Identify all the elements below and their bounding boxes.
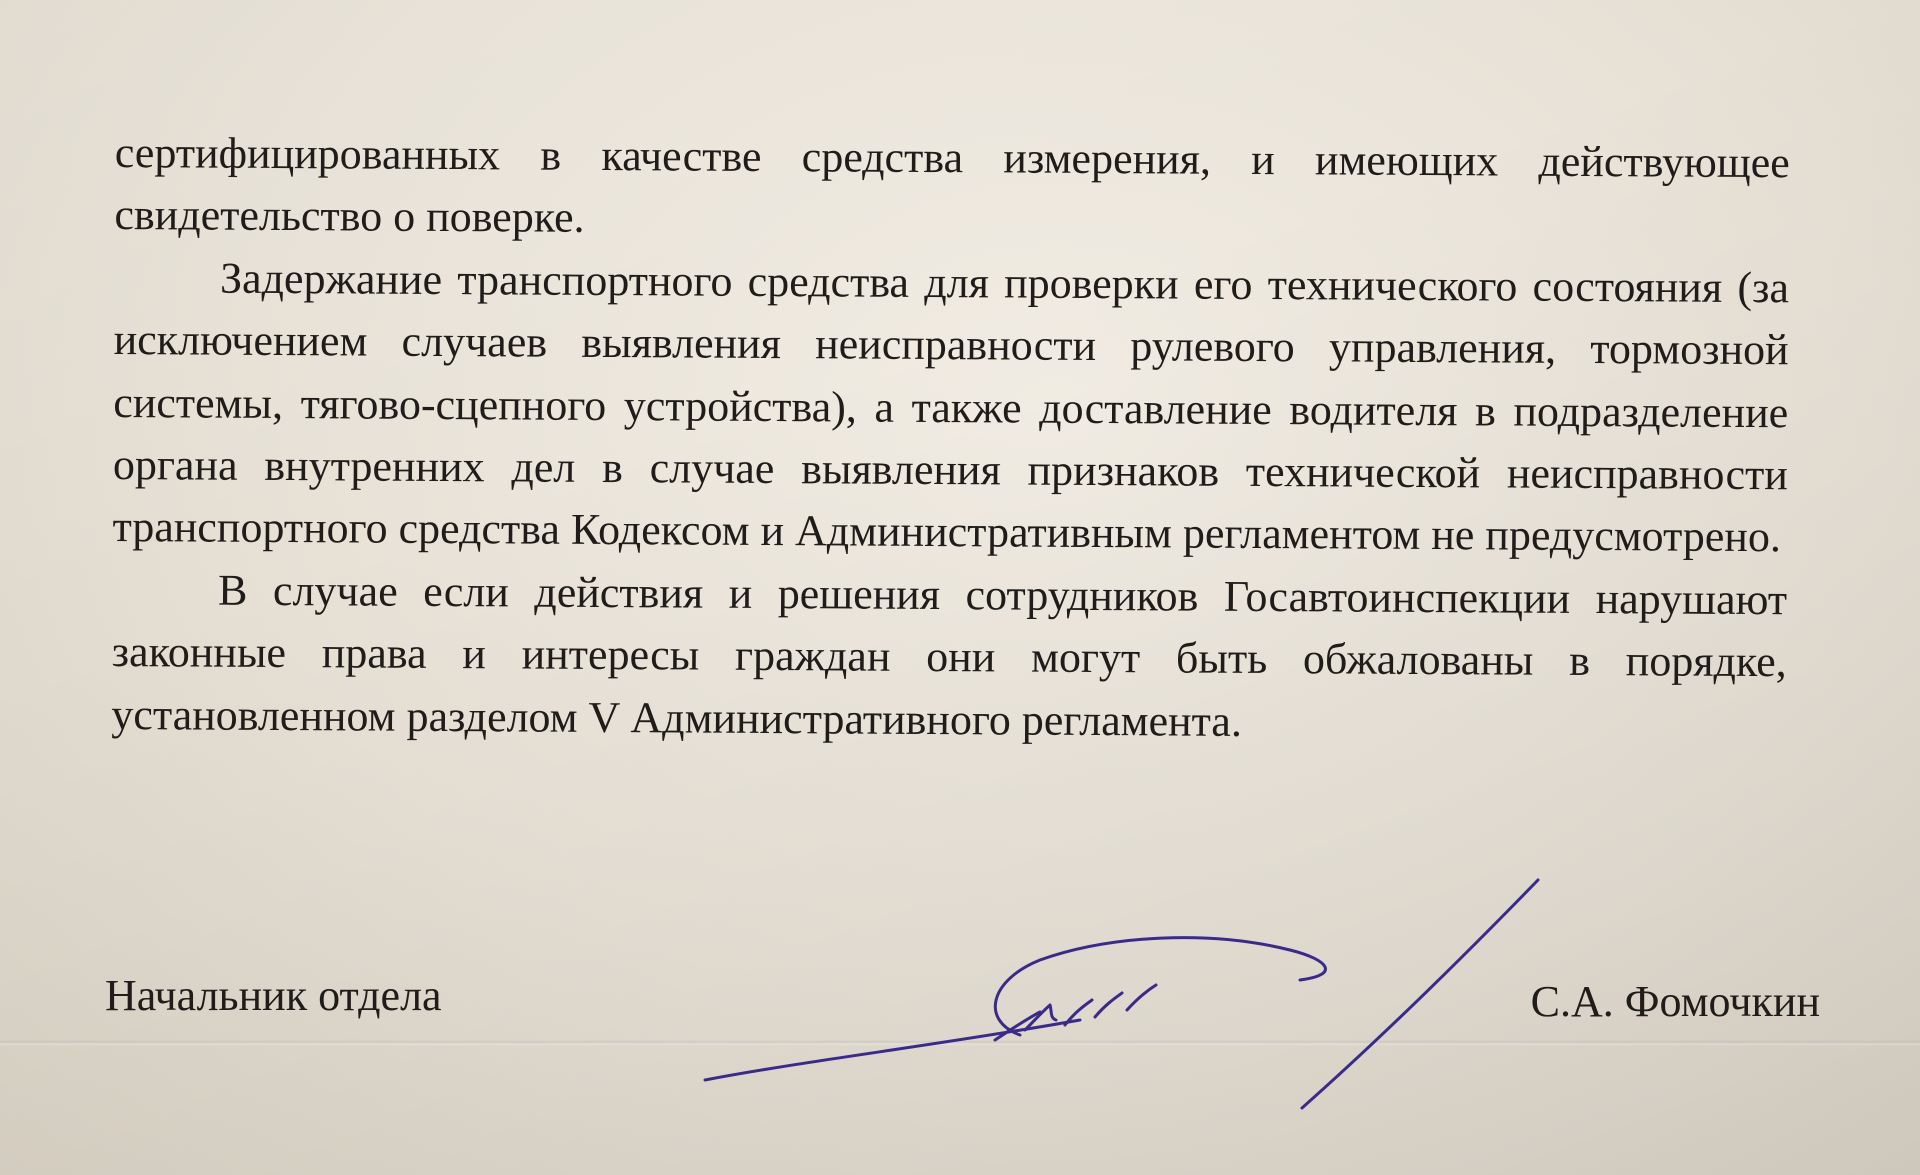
letter-body [111, 122, 1790, 756]
signatory-title: Начальник отдела [105, 971, 442, 1020]
signatory-name: С.А. Фомочкин [1530, 977, 1820, 1026]
handwritten-signature [690, 860, 1570, 1120]
paragraph-appeal: В случае если действия и решения сотрудников Госавтоинспекции нарушают законные права и интересы граждан они могут быть обжалованы в порядке, установленном разделом V Административного регламента. [111, 565, 1788, 746]
paragraph-vehicle-detention: Задержание транспортного средства для проверки его технического состояния (за исключением случаев выявления неисправности рулевого управления, тормозной системы, тягово-сцепного устройства), а также доставление водителя в подразделение органа внутренних дел в случае выявления признаков технической неисправности транспортного средства Кодексом и Административным регламентом не предусмотрено. [112, 253, 1790, 562]
paragraph-continuation: сертифицированных в качестве средства измерения, и имеющих действующее свидетельство о поверке. [114, 127, 1790, 243]
